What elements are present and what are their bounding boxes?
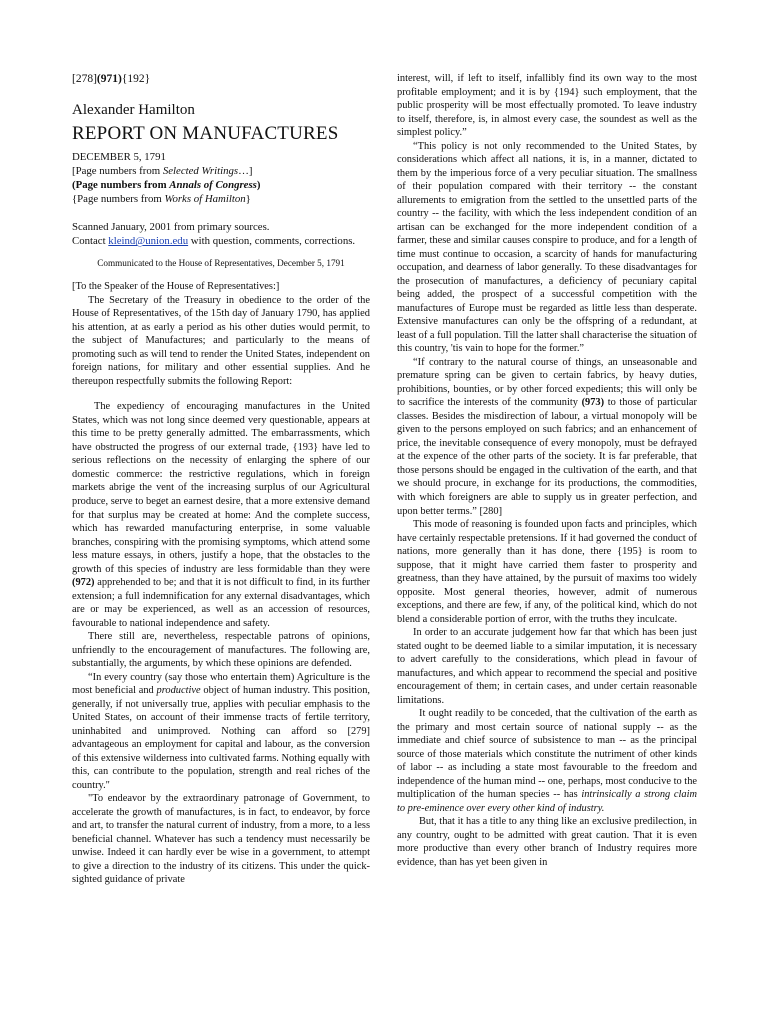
paragraph-cultivation: It ought readily to be conceded, that the cultivation of the earth as the primary and most certain source of national supply -- as the immediate and chief source of subsistence to man -- as the principal source of those materials which constitute the nutriment of other kinds of labor -- as including a state most favourable to the freedom and independence of the human mind -- one, perhaps, most conducive to the multiplication of the human species -- has intrinsically a strong claim to pre-eminence over every other kind of industry.	[397, 708, 698, 814]
paragraph-agriculture: “In every country (say those who entertain them) Agriculture is the most beneficial and productive object of human industry. This position, generally, if not universally true, applies with peculiar emphasis to the United States, on account of their immense tracts of fertile territory, uninhabited and unimproved. Nothing can afford so [279] advantageous an employment for capital and labour, as the conversion of this extensive wilderness into cultivated farms. Nothing equally with this, can contribute to the population, strength and real riches of the country."	[72, 671, 370, 791]
paragraph-addressee: [To the Speaker of the House of Representatives:]	[72, 281, 280, 293]
page-number-works: {192}	[121, 73, 151, 85]
paragraph-patronage: "To endeavor by the extraordinary patronage of Government, to accelerate the growth of manufactures, is in fact, to endeavor, by force and art, to transfer the natural current of industry, from a more, to a less beneficial channel. Whatever has such a tendency must necessarily be unwise. Indeed it can hardly ever be wise in a government, to attempt to give a direction to the industry of its citizens. This under the quick-sighted guidance of private	[72, 793, 370, 886]
contact-line: Contact kleind@union.edu with question, comments, corrections.	[72, 235, 356, 248]
author-name: Alexander Hamilton	[72, 101, 195, 118]
paragraph-interest: interest, will, if left to itself, infallibly find its own way to the most profitable employment; and it is by {194} such employment, that the public prosperity will be most effectually promoted. To leave industry to itself, therefore, is, in almost every case, the soundest as well as the simplest policy.”	[397, 73, 697, 139]
paragraph-patrons: There still are, nevertheless, respectable patrons of opinions, unfriendly to the encouragement of manufactures. The following are, substantially, the arguments, by which these opinions are defended.	[72, 631, 370, 670]
paragraph-title: But, that it has a title to any thing like an exclusive predilection, in any country, ought to be admitted with great caution. That it is even more productive than every other branch of Industry requires more evidence, than has yet been given in	[397, 816, 697, 868]
scan-note: Scanned January, 2001 from primary sources.	[72, 221, 270, 234]
paragraph-expediency: The expediency of encouraging manufactures in the United States, which was not long since deemed very questionable, appears at this time to be pretty generally admitted. The embarrassments, which have obstructed the progress of our external trade, {193} have led to serious reflections on the necessity of enlarging the sphere of our domestic commerce: the restrictive regulations, which in foreign markets abrige the vent of the increasing surplus of our Agricultural produce, serve to beget an earnest desire, that a more extensive demand for that surplus may be created at home: And the complete success, which has rewarded manufacturing enterprise, in some valuable branches, conspiring with the promising symptoms, which attend some less mature essays, in others, justify a hope, that the obstacles to the growth of this species of industry are less formidable than they were (972) apprehended to be; and that it is not difficult to find, in its further extension; a full indemnification for any external disadvantages, which are or may be experienced, as well as an accession of resources, favourable to national independence and safety.	[72, 401, 370, 629]
page-note-annals: (Page numbers from Annals of Congress)	[72, 179, 261, 192]
page-number-markers	[72, 72, 370, 87]
paragraph-judgement: In order to an accurate judgement how far that which has been just stated ought to be deemed liable to a similar imputation, it is necessary to advert carefully to the considerations, which plead in favour of manufactures, and which appear to recommend the special and positive encouragement of them; in certain cases, and under certain reasonable limitations.	[397, 627, 697, 706]
paragraph-contrary: “If contrary to the natural course of things, an unseasonable and premature spring can be given to certain fabrics, by heavy duties, prohibitions, bounties, or by other forced expedients; this will only be to sacrifice the interests of the community (973) to those of particular classes. Besides the misdirection of labour, a virtual monopoly will be given to the persons employed on such fabrics; and an enhancement of price, the inevitable consequence of every monopoly, must be defrayed at the expence of the other parts of the society. It is far preferable, that those persons should be engaged in the cultivation of the earth, and that we should procure, in exchange for its productions, the commodities, with which foreigners are able to supply us in greater perfection, and upon better terms.” [280]	[397, 356, 698, 517]
paragraph-reasoning: This mode of reasoning is founded upon facts and principles, which have certainly respectable pretensions. If it had governed the conduct of nations, more generally than it has done, there {195} is room to suppose, that it might have carried them faster to prosperity and greatness, than they have attained, by the pursuit of maxims too widely opposite. Most general theories, however, admit of numerous exceptions, and there are few, if any, of the political kind, which do not blend a considerable portion of error, with the truths they inculcate.	[397, 519, 697, 625]
left-column	[72, 72, 370, 887]
page-number-selected-writings: [278]	[72, 73, 97, 85]
contact-email-link[interactable]: kleind@union.edu	[108, 235, 189, 248]
paragraph-policy: “This policy is not only recommended to the United States, by considerations which affect all nations, it is, in a manner, dictated to them by the imperious force of a very peculiar situation. The smallness of their population compared with their territory -- the constant allurements to emigration from the settled to the unsettled parts of the country -- the facility, with which the less independent condition of an artisan can be exchanged for the more independent condition of a farmer, these and similar causes conspire to produce, and for a length of time must continue to occasion, a scarcity of hands for manufacturing occupation, and dearness of labor generally. To these disadvantages for the prosecution of manufactures, a deficiency of pecuniary capital being added, the prospect of a successful competition with the manufactures of Europe must be regarded as little less than desperate. Extensive manufactures can only be the offspring of a redundant, at least of a full population. Till the latter shall characterise the situation of this country, 'tis vain to hope for the former.”	[397, 140, 697, 355]
right-column	[397, 72, 697, 869]
page-note-works: {Page numbers from Works of Hamilton}	[72, 193, 251, 206]
communicated-line: Communicated to the House of Representatives, December 5, 1791	[97, 258, 345, 269]
page-number-annals: (971)	[96, 73, 122, 85]
paragraph-intro: The Secretary of the Treasury in obedience to the order of the House of Representatives, of the 15th day of January 1790, has applied his attention, at as early a period as his other duties would permit, to the subject of Manufactures; and particularly to the means of promoting such as will tend to render the United States, independent on foreign nations, for military and other essential supplies. And he thereupon respectfully submits the following Report:	[72, 294, 370, 387]
document-title: REPORT ON MANUFACTURES	[72, 123, 339, 145]
document-date: DECEMBER 5, 1791	[72, 151, 166, 164]
page-note-selected-writings: [Page numbers from Selected Writings…]	[72, 165, 253, 178]
